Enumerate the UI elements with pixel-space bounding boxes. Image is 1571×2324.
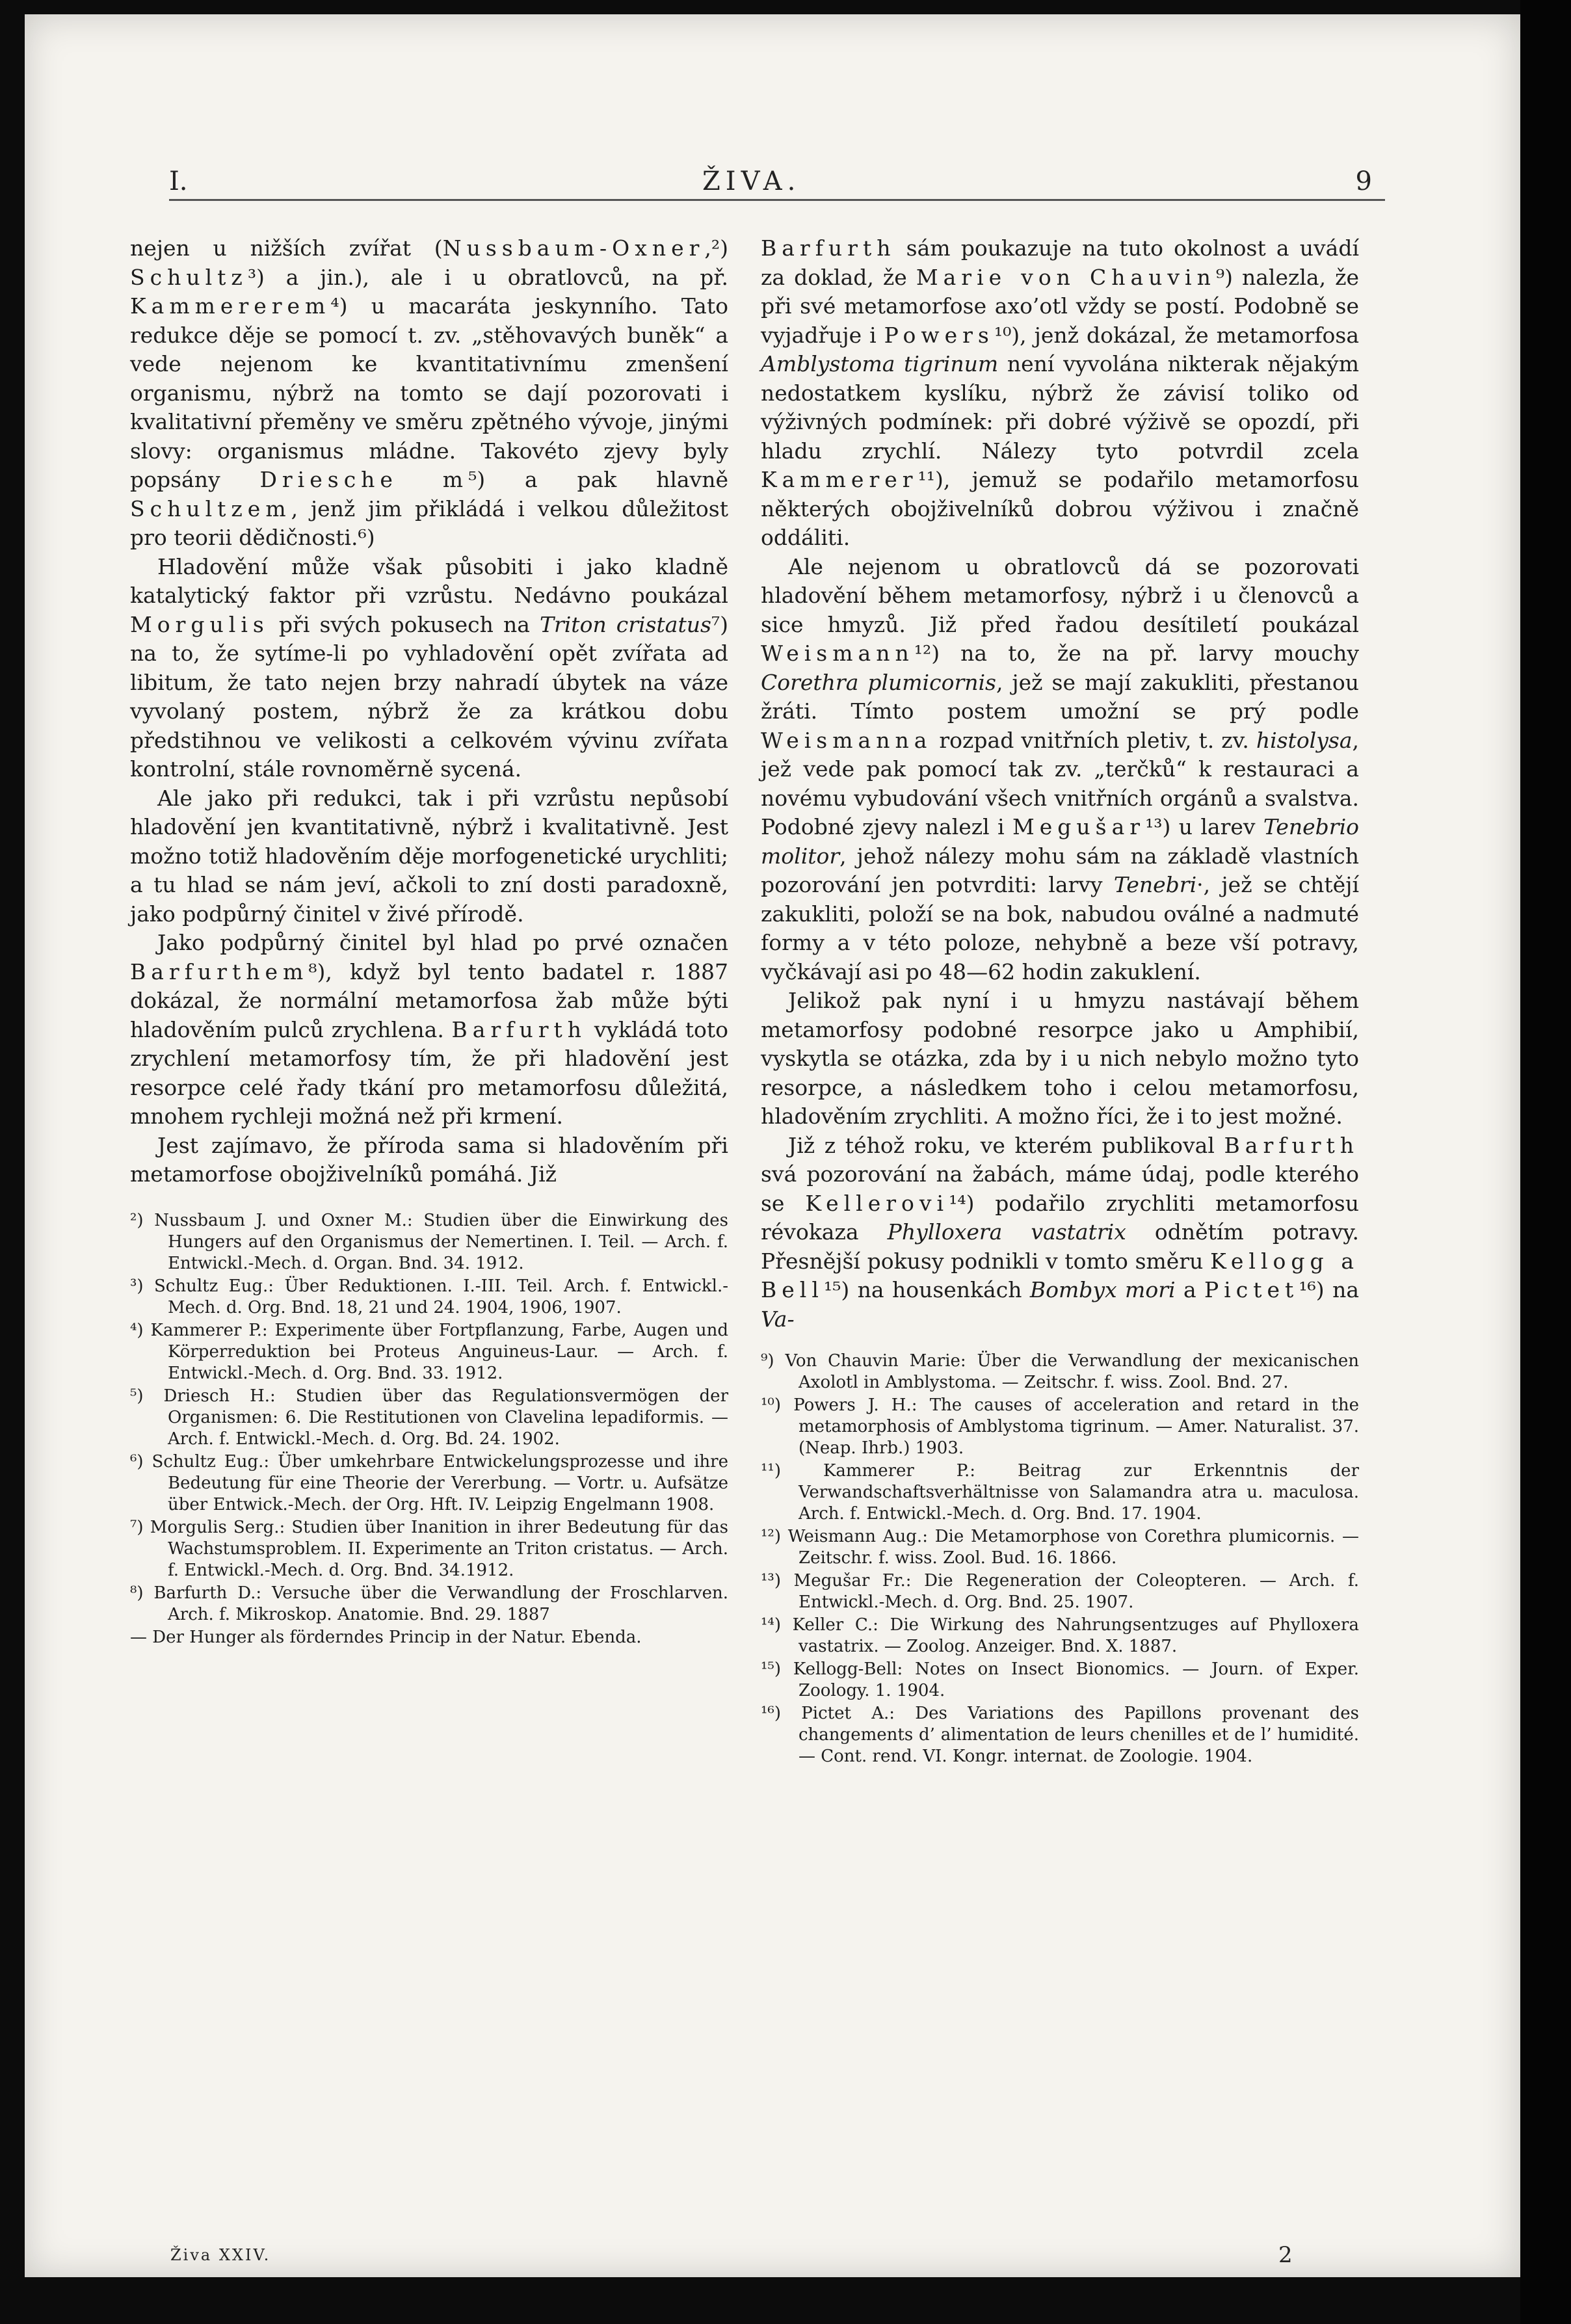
text-run: není vyvolána nikterak nějakým nedostatkem kyslíku, nýbrž že závisí toliko od výživných podmínek: při dobré výživě se opozdí, při hladu zrychlí. Nálezy tyto potvrdil zcela — [761, 351, 1359, 464]
text-run: , jež se mají zakukliti, přestanou žráti. Tímto postem umožní se prý podle — [761, 669, 1359, 724]
footnote: ⁵) Driesch H.: Studien über das Regulationsvermögen der Organismen: 6. Die Restitutionen von Clavelina lepadiformis. — Arch. f. Entwickl.-Mech. d. Org. Bd. 24. 1902. — [130, 1386, 728, 1449]
footnote: ⁷) Morgulis Serg.: Studien über Inanition in ihrer Bedeutung für das Wachstumsproblem. II. Experimente an Triton cristatus. — Arch. f. Entwickl.-Mech. d. Org. Bnd. 34.1912. — [130, 1517, 728, 1580]
text-run: sám poukazuje na tuto okolnost a uvádí za doklad, že — [761, 235, 1359, 290]
author-name: Schultzem — [130, 495, 291, 522]
taxon-name: Tenebri — [1113, 872, 1197, 897]
text-run: , jež vede pak pomocí tak zv. „terčků“ k restauraci a novému vybudování všech vnitřních orgánů a svalstva. Podobné zjevy nalezl i — [761, 727, 1359, 839]
paragraph — [761, 553, 1359, 987]
text-run: ⁸), když byl tento badatel r. 1887 dokázal, že normální metamorfosa žab může býti hladověním pulců zrychlena. — [130, 958, 728, 1042]
text-run: Jelikož pak nyní i u hmyzu nastávají během metamorfosy podobné resorpce jako u Amphibií, vyskytla se otázka, zda by i u nich nebylo možno tyto resorpce, a následkem toho i celou metamorfosu, hladověním zrychliti. A možno říci, že i to jest možné. — [761, 988, 1359, 1129]
left-footnotes — [130, 1210, 728, 1648]
text-run: , jehož nálezy mohu sám na základě vlastních pozorování jen potvrditi: larvy — [761, 843, 1359, 897]
right-body — [761, 234, 1359, 1334]
text-run: ¹⁰), jenž dokázal, že metamorfosa — [994, 322, 1360, 348]
header-volume: I. — [169, 166, 188, 196]
footnote: ²) Nussbaum J. und Oxner M.: Studien über die Einwirkung des Hungers auf den Organismus der Nemertinen. I. Teil. — Arch. f. Entwickl.-Mech. d. Organ. Bnd. 34. 1912. — [130, 1210, 728, 1273]
author-name: Barfurthem — [130, 958, 309, 984]
text-run: Hladovění může však působiti i jako kladně katalytický faktor při vzrůstu. Nedávno poukázal — [130, 553, 728, 608]
footnote: ¹⁶) Pictet A.: Des Variations des Papillons provenant des changements d’ alimentation de leurs chenilles et de l’ humidité. — Cont. rend. VI. Kongr. internat. de Zoologie. 1904. — [761, 1704, 1359, 1766]
footnote: ⁹) Von Chauvin Marie: Über die Verwandlung der mexicanischen Axolotl in Amblystoma. — Zeitschr. f. wiss. Zool. Bnd. 27. — [761, 1351, 1359, 1392]
left-body — [130, 234, 728, 1189]
text-run: odnětím potravy. Přesnější pokusy podnikli v tomto směru — [761, 1219, 1359, 1274]
footnote: ¹³) Megušar Fr.: Die Regeneration der Coleopteren. — Arch. f. Entwickl.-Mech. d. Org. Bnd. 25. 1907. — [761, 1571, 1359, 1612]
footnote: ⁴) Kammerer P.: Experimente über Fortpflanzung, Farbe, Augen und Körperreduktion bei Proteus Anguineus-Laur. — Arch. f. Entwickl.-Mech. d. Org. Bnd. 33. 1912. — [130, 1320, 728, 1383]
paragraph — [130, 784, 728, 929]
text-run: ⁵) a pak hlavně — [468, 467, 728, 492]
paragraph — [761, 234, 1359, 553]
scan-edge — [1520, 0, 1571, 2324]
taxon-name: Triton cristatus — [539, 611, 711, 637]
text-run: Již z téhož roku, ve kterém publikoval — [788, 1132, 1224, 1158]
text-run: ¹³) u larev — [1145, 814, 1263, 839]
text-run: ¹⁶) na — [1299, 1277, 1359, 1302]
text-run: při svých pokusech na — [269, 611, 540, 637]
author-name: Kammerer — [761, 467, 918, 492]
text-run: ⁴) u macaráta jeskynního. Tato redukce děje se pomocí t. zv. „stěhovavých buněk“ a vede nejenom ke kvantitativnímu zmenšení organismu, nýbrž na tomto se dají pozorovati i kvalitativní přeměny ve směru zpětného vývoje, jinými slovy: organismus mládne. Takovéto zjevy byly popsány — [130, 293, 728, 492]
footnote: ⁸) Barfurth D.: Versuche über die Verwandlung der Froschlarven. Arch. f. Mikroskop. Anatomie. Bnd. 29. 1887 — [130, 1583, 728, 1624]
footnote: ¹⁰) Powers J. H.: The causes of acceleration and retard in the metamorphosis of Amblystoma tigrinum. — Amer. Naturalist. 37. (Neap. Ihrb.) 1903. — [761, 1395, 1359, 1458]
text-run: svá pozorování na žabách, máme údaj, podle kterého se — [761, 1161, 1359, 1216]
taxon-name: Bombyx mori — [1029, 1277, 1176, 1302]
author-name: Pictet — [1204, 1277, 1299, 1302]
left-column — [130, 234, 728, 1650]
text-run: ¹⁴) podařilo zrychliti metamorfosu révokaza — [761, 1190, 1359, 1245]
text-run: ¹¹), jemuž se podařilo metamorfosu některých obojživelníků dobrou výživou i značně oddáliti. — [761, 467, 1359, 550]
paragraph — [761, 986, 1359, 1131]
author-name: Kellogg a Bell — [761, 1248, 1360, 1302]
author-name: Kammererem — [130, 293, 331, 319]
taxon-name: Corethra plumicornis — [761, 669, 996, 695]
author-name: Schultz — [130, 264, 248, 290]
right-footnotes — [761, 1351, 1359, 1767]
text-run: rozpad vnitřních pletiv, t. zv. — [932, 727, 1256, 753]
text-run: a — [1175, 1277, 1205, 1302]
text-run: ⁷) na to, že sytíme-li po vyhladovění opět zvířata ad libitum, že tato nejen brzy nahradí úbytek na váze vyvolaný postem, nýbrž že za krátkou dobu předstihnou ve velikosti a celkovém vývinu zvířata kontrolní, stále rovnoměrně sycená. — [130, 611, 728, 782]
right-column — [761, 234, 1359, 1769]
paragraph — [761, 1131, 1359, 1334]
text-run: ·, jež se chtějí zakukliti, položí se na bok, nabudou oválné a nadmuté formy a v této poloze, nehybně a beze vší potravy, vyčkávají asi po 48—62 hodin zakuklení. — [761, 872, 1360, 984]
paragraph — [130, 234, 728, 553]
header-rule — [169, 199, 1385, 201]
paragraph — [130, 1131, 728, 1189]
author-name: Powers — [884, 322, 994, 348]
author-name: Weismann — [761, 640, 914, 666]
footnote: ⁶) Schultz Eug.: Über umkehrbare Entwickelungsprozesse und ihre Bedeutung für eine Theorie der Vererbung. — Vortr. u. Aufsätze über Entwick.-Mech. der Org. Hft. IV. Leipzig Engelmann 1908. — [130, 1451, 728, 1514]
taxon-name: Va- — [761, 1306, 795, 1332]
footnote: ¹⁵) Kellogg-Bell: Notes on Insect Bionomics. — Journ. of Exper. Zoology. 1. 1904. — [761, 1659, 1359, 1700]
paragraph — [130, 929, 728, 1131]
footnote: ¹²) Weismann Aug.: Die Metamorphose von Corethra plumicornis. — Zeitschr. f. wiss. Zool. Bud. 16. 1866. — [761, 1527, 1359, 1568]
footnote: — Der Hunger als förderndes Princip in der Natur. Ebenda. — [130, 1627, 642, 1647]
footnote: ³) Schultz Eug.: Über Reduktionen. I.-III. Teil. Arch. f. Entwickl.-Mech. d. Org. Bnd. 18, 21 und 24. 1904, 1906, 1907. — [130, 1276, 728, 1317]
author-name: Marie von Chauvin — [916, 264, 1216, 290]
author-name: Barfurth — [451, 1016, 587, 1042]
text-run: vykládá toto zrychlení metamorfosy tím, že při hladovění jest resorpce celé řady tkání pro metamorfosu důležitá, mnohem rychleji možná než při krmení. — [130, 1016, 728, 1129]
paragraph — [130, 553, 728, 784]
author-name: Megušar — [1012, 814, 1146, 839]
author-name: Morgulis — [130, 611, 269, 637]
text-run: , jenž jim přikládá i velkou důležitost pro teorii dědičnosti.⁶) — [130, 495, 728, 550]
taxon-name: histolysa — [1256, 727, 1353, 753]
text-run: Jest zajímavo, že příroda sama si hladověním při metamorfose obojživelníků pomáhá. Již — [130, 1132, 728, 1187]
author-name: Weismanna — [761, 727, 932, 753]
author-name: Barfurth — [1224, 1132, 1359, 1158]
text-run: ¹⁵) na housenkách — [823, 1277, 1030, 1302]
author-name: Kellerovi — [805, 1190, 949, 1216]
footer-signature: Živa XXIV. — [170, 2246, 271, 2264]
footer-sheet-number: 2 — [1278, 2242, 1293, 2268]
footnote: ¹¹) Kammerer P.: Beitrag zur Erkenntnis der Verwandschaftsverhältnisse von Salamandra atra u. maculosa. Arch. f. Entwickl.-Mech. d. Org. Bnd. 17. 1904. — [761, 1461, 1359, 1524]
taxon-name: Tenebrio molitor — [761, 814, 1359, 869]
author-name: Nussbaum-Oxner — [442, 235, 705, 261]
text-run: ⁹) nalezla, že při své metamorfose axo’otl vždy se postí. Podobně se vyjadřuje i — [761, 264, 1359, 348]
header-page-number: 9 — [1355, 166, 1372, 196]
author-name: Barfurth — [761, 235, 896, 261]
text-run: Ale jako při redukci, tak i při vzrůstu nepůsobí hladovění jen kvantitativně, nýbrž i kvalitativně. Jest možno totiž hladověním děje morfogenetické urychliti; a tu hlad se nám jeví, ačkoli to zní dosti paradoxně, jako podpůrný činitel v živé přírodě. — [130, 785, 728, 927]
running-header — [137, 163, 1372, 208]
taxon-name: Phylloxera vastatrix — [887, 1219, 1126, 1245]
text-run: ,²) — [704, 235, 728, 261]
text-run: Ale nejenom u obratlovců dá se pozorovati hladovění během metamorfosy, nýbrž i u členovců a sice hmyzů. Již před řadou desítiletí poukázal — [761, 553, 1359, 637]
author-name: Driesche m — [259, 467, 469, 492]
footnote: ¹⁴) Keller C.: Die Wirkung des Nahrungsentzuges auf Phylloxera vastatrix. — Zoolog. Anzeiger. Bnd. X. 1887. — [761, 1615, 1359, 1656]
text-run: Jako podpůrný činitel byl hlad po prvé označen — [157, 930, 728, 955]
text-run: ¹²) na to, že na př. larvy mouchy — [914, 640, 1359, 666]
header-title: ŽIVA. — [702, 166, 801, 196]
taxon-name: Amblystoma tigrinum — [761, 351, 999, 376]
text-run: nejen u nižších zvířat ( — [130, 235, 443, 261]
text-run: ³) a jin.), ale i u obratlovců, na př. — [247, 264, 728, 290]
